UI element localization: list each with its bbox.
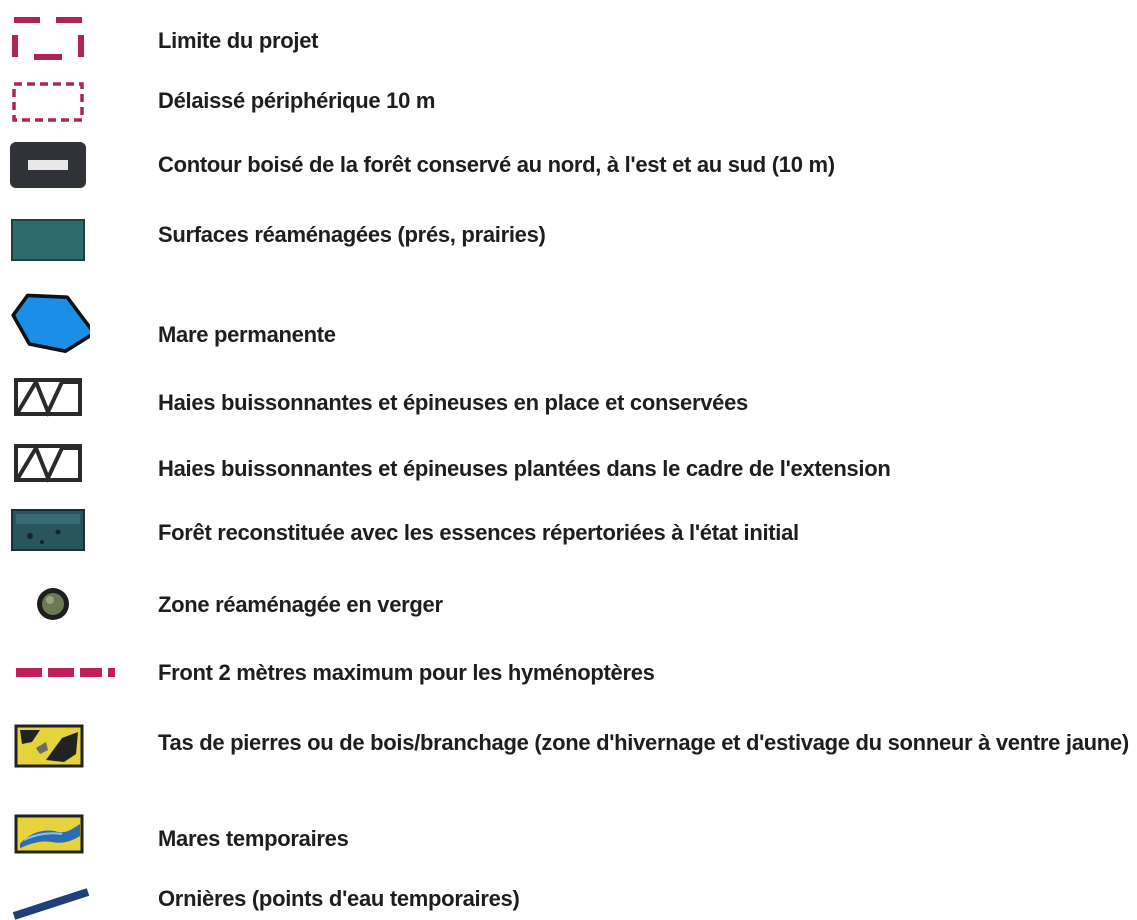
legend-label-permanent-pond: Mare permanente (158, 322, 336, 347)
project-boundary-icon (6, 14, 90, 64)
legend-label-existing-hedge: Haies buissonnantes et épineuses en place et conservées (158, 390, 748, 415)
legend-label-ruts: Ornières (points d'eau temporaires) (158, 886, 520, 911)
peripheral-margin-icon (6, 78, 90, 128)
legend-label-front-line: Front 2 mètres maximum pour les hyménoptères (158, 660, 655, 685)
legend-label-planted-hedge: Haies buissonnantes et épineuses plantées dans le cadre de l'extension (158, 456, 891, 481)
front-line-icon (10, 648, 120, 698)
existing-hedge-icon (6, 374, 90, 424)
temporary-pond-icon (6, 810, 90, 860)
legend-label-orchard: Zone réaménagée en verger (158, 592, 443, 617)
legend-label-forest-edge: Contour boisé de la forêt conservé au nord, à l'est et au sud (10 m) (158, 152, 835, 177)
restored-forest-icon (6, 506, 90, 556)
forest-edge-icon (6, 140, 90, 190)
legend-label-meadow: Surfaces réaménagées (prés, prairies) (158, 222, 546, 247)
legend-label-temporary-ponds: Mares temporaires (158, 826, 349, 851)
orchard-icon (6, 578, 90, 628)
legend-label-project-boundary: Limite du projet (158, 28, 319, 53)
meadow-icon (6, 216, 90, 266)
rut-line-icon (6, 870, 90, 920)
legend-label-stone-wood-pile: Tas de pierres ou de bois/branchage (zone d'hivernage et d'estivage du sonneur à ventre jaune) (158, 730, 1129, 755)
permanent-pond-icon (6, 290, 90, 360)
planted-hedge-icon (6, 440, 90, 490)
stone-wood-pile-icon (6, 720, 90, 770)
legend-label-restored-forest: Forêt reconstituée avec les essences répertoriées à l'état initial (158, 520, 799, 545)
legend-label-peripheral-margin: Délaissé périphérique 10 m (158, 88, 436, 113)
